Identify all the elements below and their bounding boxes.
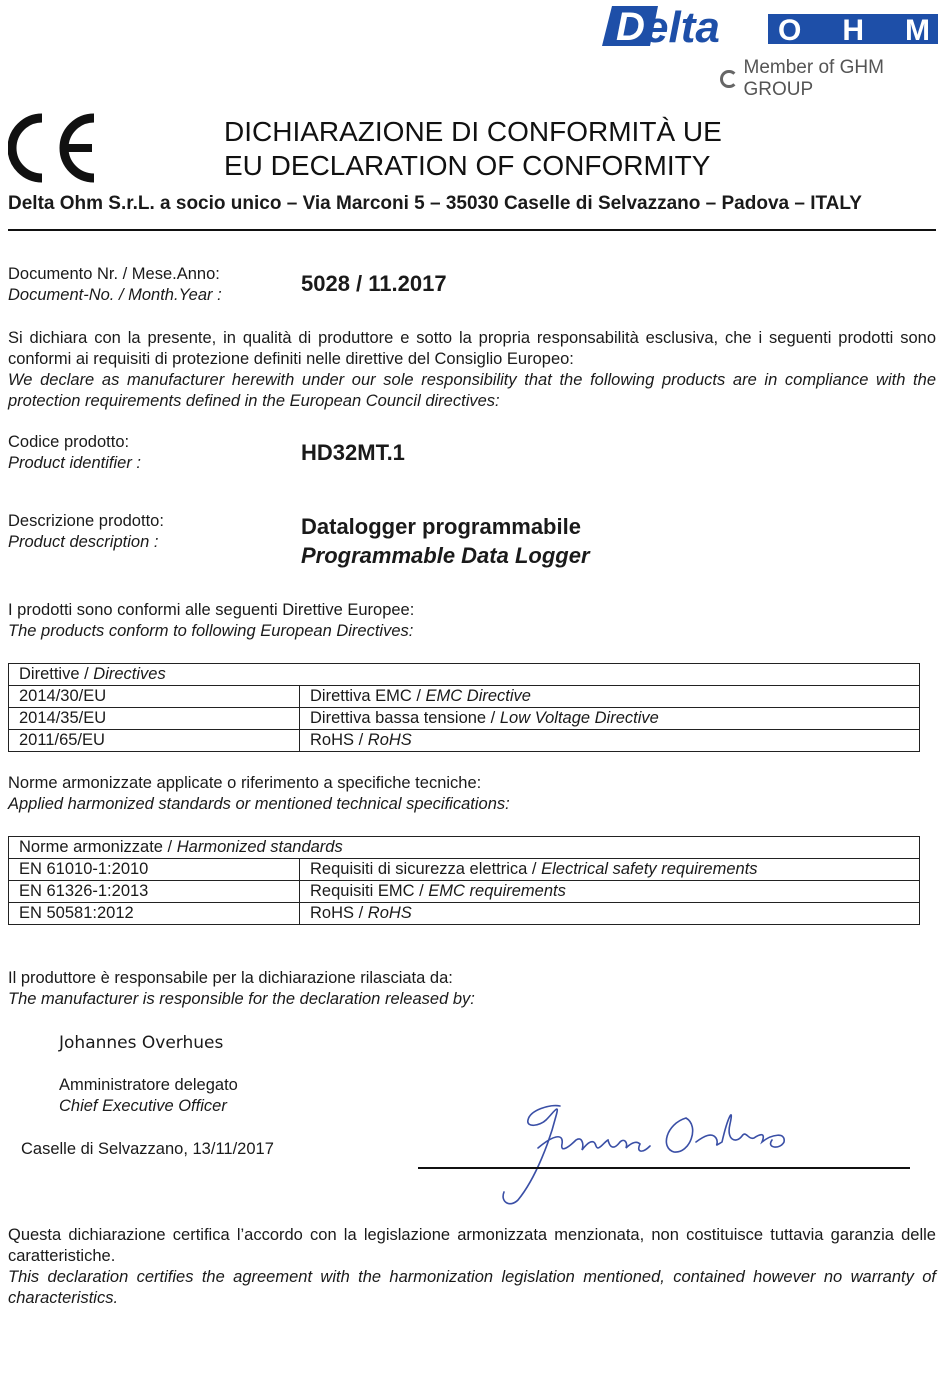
table-row <box>9 859 920 881</box>
intro-en: We declare as manufacturer herewith under our sole responsibility that the following products are in compliance with the protection requirements defined in the European Council directives: <box>8 371 936 410</box>
footer-en: This declaration certifies the agreement with the harmonization legislation mentioned, contained however no warranty of characteristics. <box>8 1268 936 1307</box>
desc-it: Requisiti di sicurezza elettrica / <box>310 860 537 878</box>
header-divider <box>8 229 936 231</box>
standard-desc <box>300 881 920 903</box>
desc-it: RoHS / <box>310 904 364 922</box>
document-number-value: 5028 / 11.2017 <box>301 271 447 296</box>
ghm-ring-icon <box>720 70 738 88</box>
directive-code: 2014/35/EU <box>9 708 300 730</box>
standards-intro-en: Applied harmonized standards or mentioned technical specifications: <box>8 795 510 813</box>
desc-it: RoHS / <box>310 731 364 749</box>
company-logo <box>598 4 940 53</box>
standard-code: EN 61010-1:2010 <box>9 859 300 881</box>
table-row <box>9 881 920 903</box>
directive-code: 2011/65/EU <box>9 730 300 752</box>
responsible-intro <box>8 968 936 1010</box>
footer-disclaimer <box>8 1225 936 1309</box>
header-en: Harmonized standards <box>176 838 343 856</box>
standards-intro-it: Norme armonizzate applicate o riferimento a specifiche tecniche: <box>8 774 482 792</box>
svg-text:D: D <box>616 5 645 48</box>
desc-it: Direttiva EMC / <box>310 687 421 705</box>
signatory-role <box>59 1075 238 1117</box>
member-text: Member of GHM GROUP <box>743 57 884 100</box>
product-label-it: Codice prodotto: <box>8 433 130 451</box>
directives-intro-en: The products conform to following European Directives: <box>8 622 414 640</box>
standards-intro <box>8 773 936 815</box>
table-header-row <box>9 664 920 686</box>
ce-mark-icon <box>8 112 100 189</box>
desc-en: EMC requirements <box>428 882 566 900</box>
product-description-value <box>301 512 590 570</box>
desc-en: RoHS <box>367 904 412 922</box>
signature-line <box>418 1167 910 1169</box>
standards-table <box>8 836 920 925</box>
footer-it: Questa dichiarazione certifica l’accordo con la legislazione armonizzata menzionata, non costituisce tuttavia garanzia delle caratteristiche. <box>8 1226 936 1265</box>
document-number-label <box>8 264 222 306</box>
company-address: Delta Ohm S.r.L. a socio unico – Via Marconi 5 – 35030 Caselle di Selvazzano – Padova – ITALY <box>8 193 862 214</box>
place-date: Caselle di Selvazzano, 13/11/2017 <box>21 1140 274 1158</box>
member-of-group <box>720 57 950 101</box>
title-en: EU DECLARATION OF CONFORMITY <box>224 150 711 181</box>
role-it: Amministratore delegato <box>59 1076 238 1094</box>
intro-it: Si dichiara con la presente, in qualità di produttore e sotto la propria responsabilità esclusiva, che i seguenti prodotti sono conformi ai requisiti di protezione definiti nelle direttive del Consiglio Europeo: <box>8 329 936 368</box>
desc-en: Low Voltage Directive <box>499 709 659 727</box>
product-identifier-value: HD32MT.1 <box>301 440 405 465</box>
svg-text:elta: elta <box>644 4 720 48</box>
table-row <box>9 708 920 730</box>
directives-table <box>8 663 920 752</box>
document-title <box>224 115 722 183</box>
document-label-it: Documento Nr. / Mese.Anno: <box>8 265 220 283</box>
standard-desc <box>300 859 920 881</box>
desc-en: Electrical safety requirements <box>541 860 758 878</box>
directive-code: 2014/30/EU <box>9 686 300 708</box>
table-header-row <box>9 837 920 859</box>
handwritten-signature <box>490 1096 800 1213</box>
desc-it: Requisiti EMC / <box>310 882 424 900</box>
table-row <box>9 903 920 925</box>
desc-it: Direttiva bassa tensione / <box>310 709 496 727</box>
header-en: Directives <box>93 665 166 683</box>
standards-header-cell <box>9 837 920 859</box>
description-label-it: Descrizione prodotto: <box>8 512 164 530</box>
standard-desc <box>300 903 920 925</box>
standard-code: EN 61326-1:2013 <box>9 881 300 903</box>
document-label-en: Document-No. / Month.Year : <box>8 286 222 304</box>
title-it: DICHIARAZIONE DI CONFORMITÀ UE <box>224 116 722 147</box>
directives-intro-it: I prodotti sono conformi alle seguenti Direttive Europee: <box>8 601 415 619</box>
deltaohm-logo-icon <box>598 4 940 48</box>
description-value-it: Datalogger programmabile <box>301 514 581 539</box>
product-identifier-label <box>8 432 141 474</box>
standard-code: EN 50581:2012 <box>9 903 300 925</box>
responsible-it: Il produttore è responsabile per la dichiarazione rilasciata da: <box>8 969 453 987</box>
description-value-en: Programmable Data Logger <box>301 543 590 568</box>
desc-en: EMC Directive <box>425 687 531 705</box>
svg-text:OHM: OHM <box>778 14 930 47</box>
directive-desc <box>300 686 920 708</box>
responsible-en: The manufacturer is responsible for the declaration released by: <box>8 990 475 1008</box>
directives-intro <box>8 600 936 642</box>
role-en: Chief Executive Officer <box>59 1097 227 1115</box>
directive-desc <box>300 730 920 752</box>
directive-desc <box>300 708 920 730</box>
header-it: Direttive / <box>19 665 89 683</box>
product-label-en: Product identifier : <box>8 454 141 472</box>
signature-icon <box>490 1096 800 1208</box>
directives-header-cell <box>9 664 920 686</box>
table-row <box>9 730 920 752</box>
signatory-name: Johannes Overhues <box>59 1033 224 1053</box>
desc-en: RoHS <box>367 731 412 749</box>
header-it: Norme armonizzate / <box>19 838 173 856</box>
product-description-label <box>8 511 164 553</box>
intro-paragraph <box>8 328 936 412</box>
description-label-en: Product description : <box>8 533 159 551</box>
table-row <box>9 686 920 708</box>
